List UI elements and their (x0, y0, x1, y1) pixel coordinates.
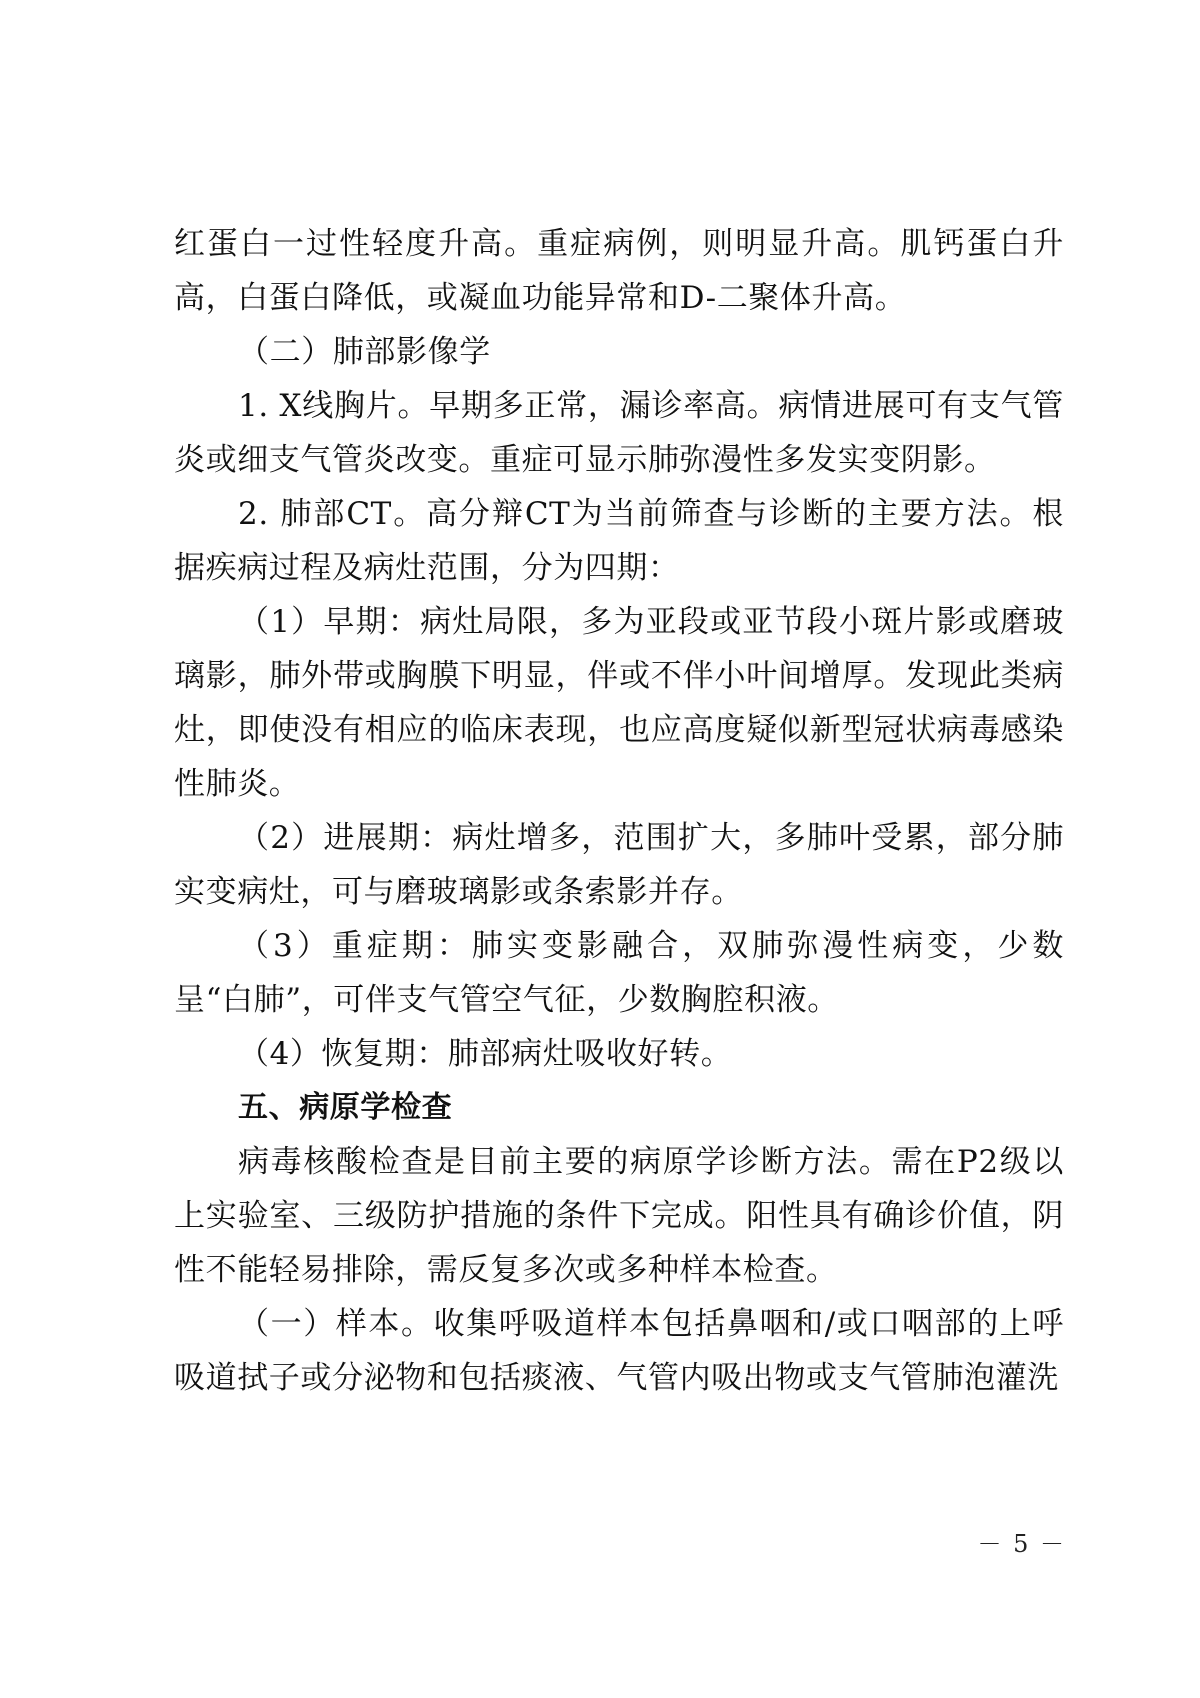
document-body (174, 217, 1064, 1405)
paragraph-nucleic-acid-test: 病毒核酸检查是目前主要的病原学诊断方法。需在P2级以上实验室、三级防护措施的条件下完成。阳性具有确诊价值，阴性不能轻易排除，需反复多次或多种样本检查。 (174, 1144, 1064, 1288)
paragraph-xray: 1. X线胸片。早期多正常，漏诊率高。病情进展可有支气管炎或细支气管炎改变。重症可显示肺弥漫性多发实变阴影。 (174, 388, 1064, 478)
section-heading-etiology: 五、病原学检查 (238, 1090, 453, 1125)
paragraph-lab-findings: 红蛋白一过性轻度升高。重症病例，则明显升高。肌钙蛋白升高，白蛋白降低，或凝血功能异常和D-二聚体升高。 (174, 226, 1064, 316)
paragraph-progressive-stage: （2）进展期：病灶增多，范围扩大，多肺叶受累，部分肺实变病灶，可与磨玻璃影或条索影并存。 (174, 820, 1064, 910)
paragraph-samples: （一）样本。收集呼吸道样本包括鼻咽和/或口咽部的上呼吸道拭子或分泌物和包括痰液、气管内吸出物或支气管肺泡灌洗 (174, 1306, 1064, 1396)
page-number: － 5 － (977, 1530, 1066, 1558)
paragraph-lung-ct: 2. 肺部CT。高分辩CT为当前筛查与诊断的主要方法。根据疾病过程及病灶范围，分为四期： (174, 496, 1064, 586)
paragraph-early-stage: （1）早期：病灶局限，多为亚段或亚节段小斑片影或磨玻璃影，肺外带或胸膜下明显，伴或不伴小叶间增厚。发现此类病灶，即使没有相应的临床表现，也应高度疑似新型冠状病毒感染性肺炎。 (174, 604, 1064, 802)
paragraph-recovery-stage: （4）恢复期：肺部病灶吸收好转。 (238, 1036, 733, 1072)
paragraph-severe-stage: （3）重症期：肺实变影融合，双肺弥漫性病变，少数呈“白肺”，可伴支气管空气征，少数胸腔积液。 (174, 928, 1064, 1018)
subheading-lung-imaging: （二）肺部影像学 (238, 334, 491, 370)
